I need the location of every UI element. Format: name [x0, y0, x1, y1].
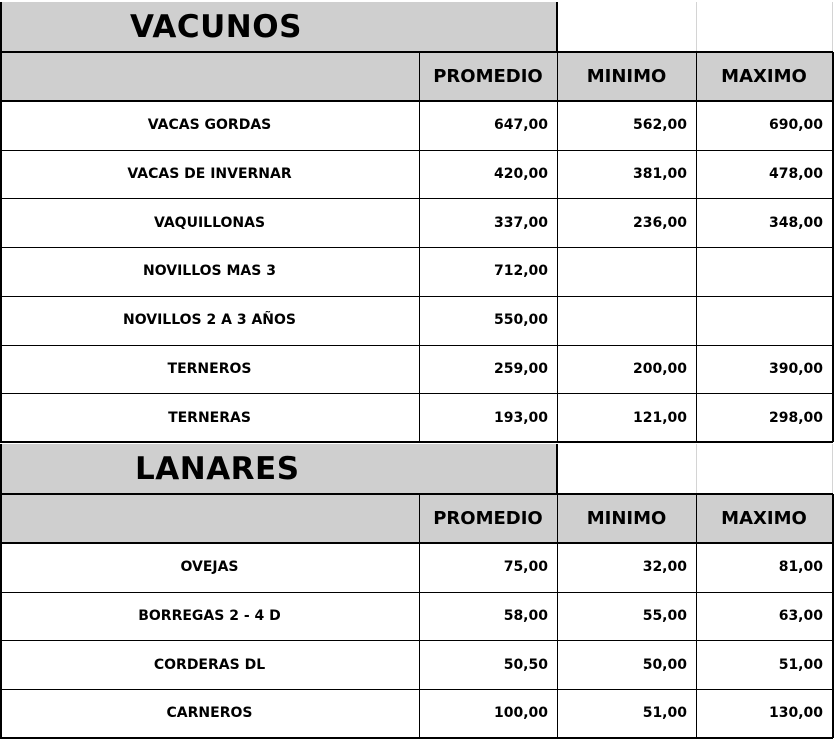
value-promedio: 337,00 — [493, 214, 548, 231]
grid-line — [0, 640, 833, 641]
value-maximo: 348,00 — [768, 214, 823, 231]
grid-line — [696, 494, 697, 738]
grid-line — [0, 689, 833, 690]
grid-line — [0, 345, 833, 346]
value-promedio: 193,00 — [493, 409, 548, 426]
row-label: NOVILLOS MAS 3 — [143, 263, 276, 280]
value-maximo — [696, 247, 832, 296]
grid-line — [832, 494, 834, 738]
grid-line — [556, 2, 558, 52]
grid-line — [0, 247, 833, 248]
grid-line-light — [696, 2, 697, 52]
value-promedio: 550,00 — [493, 312, 548, 329]
value-maximo: 51,00 — [778, 656, 823, 673]
column-header-promedio: PROMEDIO — [433, 508, 543, 529]
value-promedio: 647,00 — [493, 117, 548, 134]
grid-line — [0, 51, 833, 53]
value-minimo: 200,00 — [632, 360, 687, 377]
grid-line-light — [832, 2, 833, 52]
grid-line — [0, 441, 833, 443]
value-promedio: 712,00 — [493, 263, 548, 280]
grid-line — [0, 150, 833, 151]
grid-line-light — [696, 444, 697, 494]
grid-line — [832, 52, 834, 442]
grid-line — [0, 592, 833, 593]
grid-line — [419, 494, 420, 738]
grid-line — [419, 52, 420, 442]
value-promedio: 58,00 — [503, 608, 548, 625]
row-label: VACAS DE INVERNAR — [127, 166, 292, 183]
grid-line — [696, 52, 697, 442]
value-promedio: 100,00 — [493, 705, 548, 722]
row-label: VAQUILLONAS — [153, 214, 266, 231]
value-minimo: 51,00 — [642, 705, 687, 722]
grid-line — [557, 52, 558, 442]
value-minimo — [557, 296, 696, 345]
value-minimo: 121,00 — [632, 409, 687, 426]
column-header-minimo: MINIMO — [586, 66, 667, 87]
section-title: LANARES — [0, 444, 557, 494]
value-maximo: 390,00 — [768, 360, 823, 377]
row-label: TERNEROS — [167, 360, 252, 377]
grid-line-light — [832, 444, 833, 494]
row-label: CORDERAS DL — [153, 656, 266, 673]
value-promedio: 50,50 — [503, 656, 548, 673]
column-header-maximo: MAXIMO — [721, 508, 807, 529]
grid-line — [0, 444, 2, 738]
value-promedio: 75,00 — [503, 559, 548, 576]
grid-line — [0, 393, 833, 394]
row-label: TERNERAS — [168, 409, 251, 426]
value-promedio: 259,00 — [493, 360, 548, 377]
grid-line — [0, 493, 833, 495]
row-label: VACAS GORDAS — [147, 117, 272, 134]
grid-line — [0, 542, 833, 544]
value-promedio: 420,00 — [493, 166, 548, 183]
row-label: BORREGAS 2 - 4 D — [138, 608, 281, 625]
grid-line — [0, 2, 2, 442]
value-minimo: 55,00 — [642, 608, 687, 625]
value-maximo: 63,00 — [778, 608, 823, 625]
value-maximo — [696, 296, 832, 345]
column-header-minimo: MINIMO — [586, 508, 667, 529]
value-minimo: 562,00 — [632, 117, 687, 134]
grid-line — [0, 100, 833, 102]
row-label: OVEJAS — [180, 559, 239, 576]
row-label: NOVILLOS 2 A 3 AÑOS — [123, 312, 296, 329]
value-minimo: 236,00 — [632, 214, 687, 231]
value-maximo: 130,00 — [768, 705, 823, 722]
value-minimo — [557, 247, 696, 296]
value-minimo: 50,00 — [642, 656, 687, 673]
row-label: CARNEROS — [166, 705, 253, 722]
value-maximo: 298,00 — [768, 409, 823, 426]
grid-line — [0, 737, 833, 739]
grid-line — [0, 198, 833, 199]
value-maximo: 81,00 — [778, 559, 823, 576]
value-minimo: 32,00 — [642, 559, 687, 576]
grid-line — [557, 494, 558, 738]
column-header-maximo: MAXIMO — [721, 66, 807, 87]
grid-line — [556, 444, 558, 494]
section-title: VACUNOS — [0, 2, 557, 52]
column-header-promedio: PROMEDIO — [433, 66, 543, 87]
value-maximo: 478,00 — [768, 166, 823, 183]
grid-line — [0, 296, 833, 297]
value-maximo: 690,00 — [768, 117, 823, 134]
value-minimo: 381,00 — [632, 166, 687, 183]
